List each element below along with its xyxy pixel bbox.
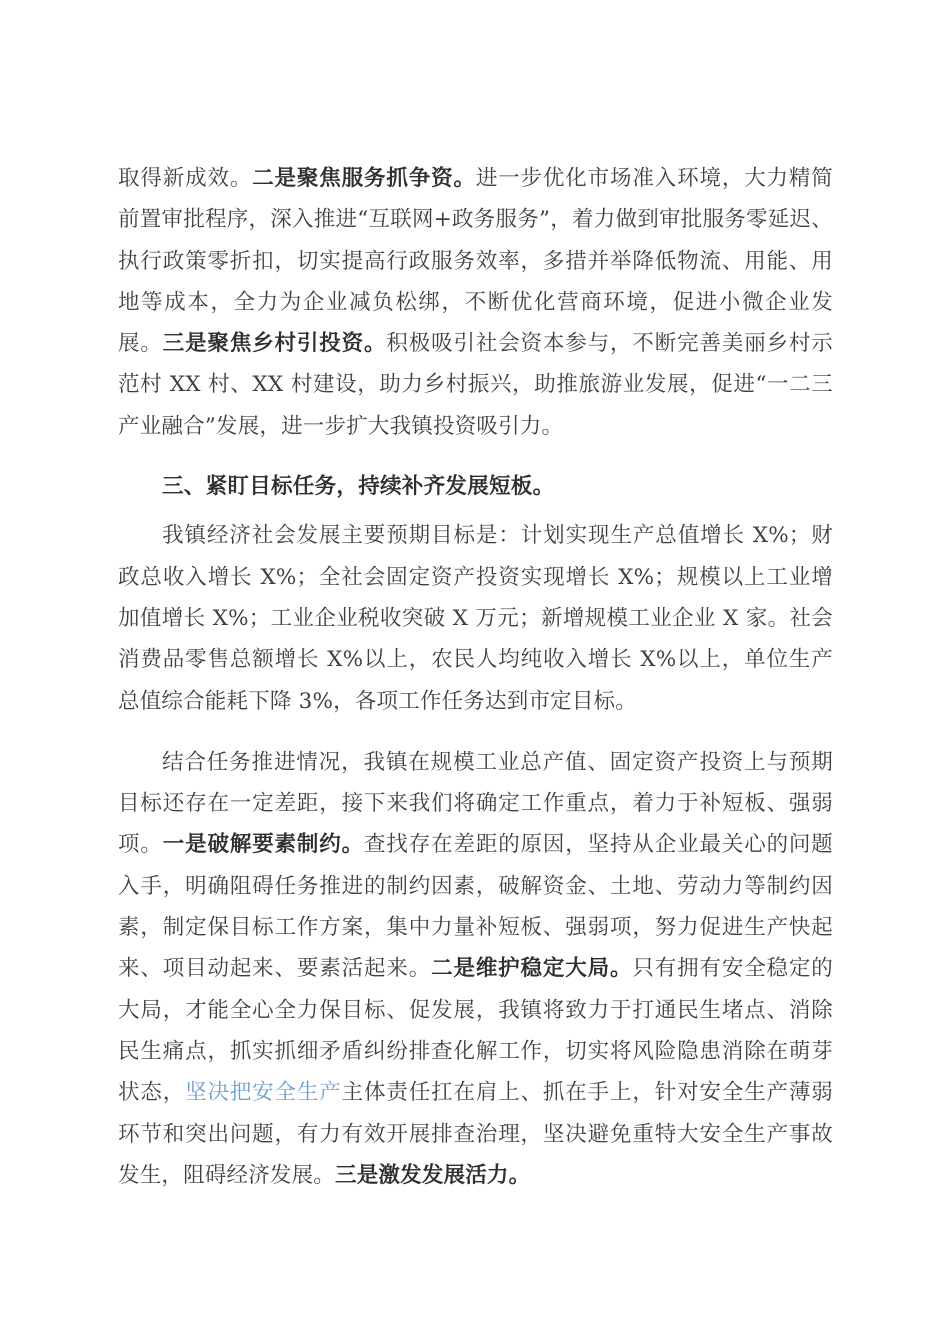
paragraph-continuation [118, 158, 833, 447]
highlighted-run: 坚决把安全生产 [185, 1080, 342, 1106]
text-run: 取得新成效。 [118, 166, 253, 191]
bold-run: 三是激发发展活力。 [335, 1162, 531, 1188]
text-run: 主体责任扛在肩上、抓在手上，针对安全生产薄弱环节和突出问题，有力有效开展排查治理，坚决避免重特大安全生产事故发生，阻碍经济发展。 [118, 1080, 833, 1188]
text-run: 结合任务推进情况，我镇在规模工业总产值、固定资产投资上与预期目标还存在一定差距，接下来我们将确定工作重点，着力于补短板、强弱项。 [118, 749, 833, 858]
spacer [118, 447, 833, 466]
paragraph-development-targets [118, 515, 833, 721]
text-run: 进一步优化市场准入环境，大力精简前置审批程序，深入推进“互联网+政务服务”，着力做到审批服务零延迟、执行政策零折扣，切实提高行政服务效率，多措并举降低物流、用能、用地等成本，全力为企业减负松绑，不断优化营商环境，促进小微企业发展。 [118, 166, 833, 357]
bold-run: 一是破解要素制约。 [162, 832, 365, 858]
bold-run: 二是聚焦服务抓争资。 [252, 166, 476, 191]
text-run: 我镇经济社会发展主要预期目标是：计划实现生产总值增长 X%；财政总收入增长 X%；全社会固定资产投资实现增长 X%；规模以上工业增加值增长 X%；工业企业税收突破 X 万元；新增规模工业企业 X 家。社会消费品零售总额增长 X%以上，农民人均纯收入增长 X%以上，单位生产总值综合能耗下降 3%，各项工作任务达到市定目标。 [118, 523, 833, 714]
text-run: 只有拥有安全稳定的大局，才能全心全力保目标、促发展，我镇将致力于打通民生堵点、消除民生痛点，抓实抓细矛盾纠纷排查化解工作，切实将风险隐患消除在萌芽状态， [118, 956, 833, 1106]
bold-run: 二是维护稳定大局。 [431, 956, 633, 982]
text-run: 积极吸引社会资本参与，不断完善美丽乡村示范村 XX 村、XX 村建设，助力乡村振兴，助推旅游业发展，促进“一二三产业融合”发展，进一步扩大我镇投资吸引力。 [118, 331, 833, 439]
paragraph-measures [118, 742, 833, 1196]
spacer [118, 722, 833, 742]
bold-run: 三是聚焦乡村引投资。 [162, 331, 387, 357]
spacer [118, 507, 833, 515]
document-body [118, 158, 833, 1196]
text-run: 查找存在差距的原因，坚持从企业最关心的问题入手，明确阻碍任务推进的制约因素，破解资金、土地、劳动力等制约因素，制定保目标工作方案，集中力量补短板、强弱项，努力促进生产快起来、项目动起来、要素活起来。 [118, 832, 833, 982]
section-heading-three: 三、紧盯目标任务，持续补齐发展短板。 [162, 474, 555, 500]
